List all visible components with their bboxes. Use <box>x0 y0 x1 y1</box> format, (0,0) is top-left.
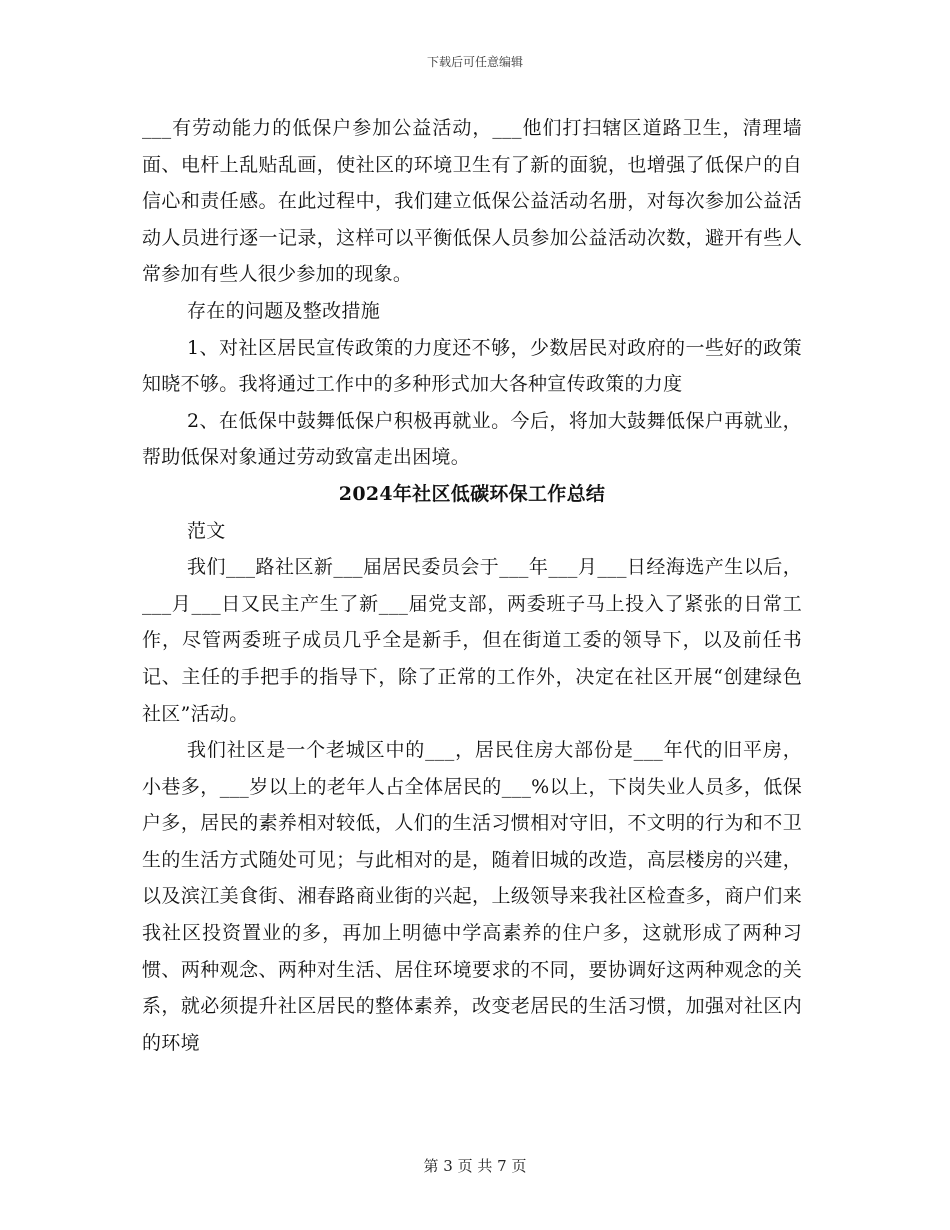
paragraph-community-situation: 我们社区是一个老城区中的___，居民住房大部份是___年代的旧平房，小巷多，___岁以上的老年人占全体居民的___%以上，下岗失业人员多，低保户多，居民的素养相对较低，人们的生活习惯相对守旧，不文明的行为和不卫生的生活方式随处可见；与此相对的是，随着旧城的改造，高层楼房的兴建，以及滨江美食街、湘春路商业街的兴起，上级领导来我社区检查多，商户们来我社区投资置业的多，再加上明德中学高素养的住户多，这就形成了两种习惯、两种观念、两种对生活、居住环境要求的不同，要协调好这两种观念的关系，就必须提升社区居民的整体素养，改变老居民的生活习惯，加强对社区内的环境 <box>142 739 802 1054</box>
paragraph-public-welfare: ___有劳动能力的低保户参加公益活动，___他们打扫辖区道路卫生，清理墙面、电杆上乱贴乱画，使社区的环境卫生有了新的面貌，也增强了低保户的自信心和责任感。在此过程中，我们建立低保公益活动名册，对每次参加公益活动人员进行逐一记录，这样可以平衡低保人员参加公益活动次数，避开有些人常参加有些人很少参加的现象。 <box>142 117 802 286</box>
paragraph-problem-2: 2、在低保中鼓舞低保户积极再就业。今后，将加大鼓舞低保户再就业，帮助低保对象通过劳动致富走出困境。 <box>142 409 802 469</box>
section-title: 2024年社区低碳环保工作总结 <box>338 482 606 505</box>
page-number: 第 3 页 共 7 页 <box>423 1157 527 1175</box>
subheading-problems: 存在的问题及整改措施 <box>187 299 381 322</box>
paragraph-problem-1: 1、对社区居民宣传政策的力度还不够，少数居民对政府的一些好的政策知晓不够。我将通过工作中的多种形式加大各种宣传政策的力度 <box>142 336 802 396</box>
paragraph-sample-label: 范文 <box>187 519 226 542</box>
document-body <box>142 110 802 1061</box>
paragraph-community-intro: 我们___路社区新___届居民委员会于___年___月___日经海选产生以后，___月___日又民主产生了新___届党支部，两委班子马上投入了紧张的日常工作，尽管两委班子成员几乎全是新手，但在街道工委的领导下，以及前任书记、主任的手把手的指导下，除了正常的工作外，决定在社区开展“创建绿色社区”活动。 <box>142 556 802 725</box>
page-header: 下载后可任意编辑 <box>426 55 523 69</box>
